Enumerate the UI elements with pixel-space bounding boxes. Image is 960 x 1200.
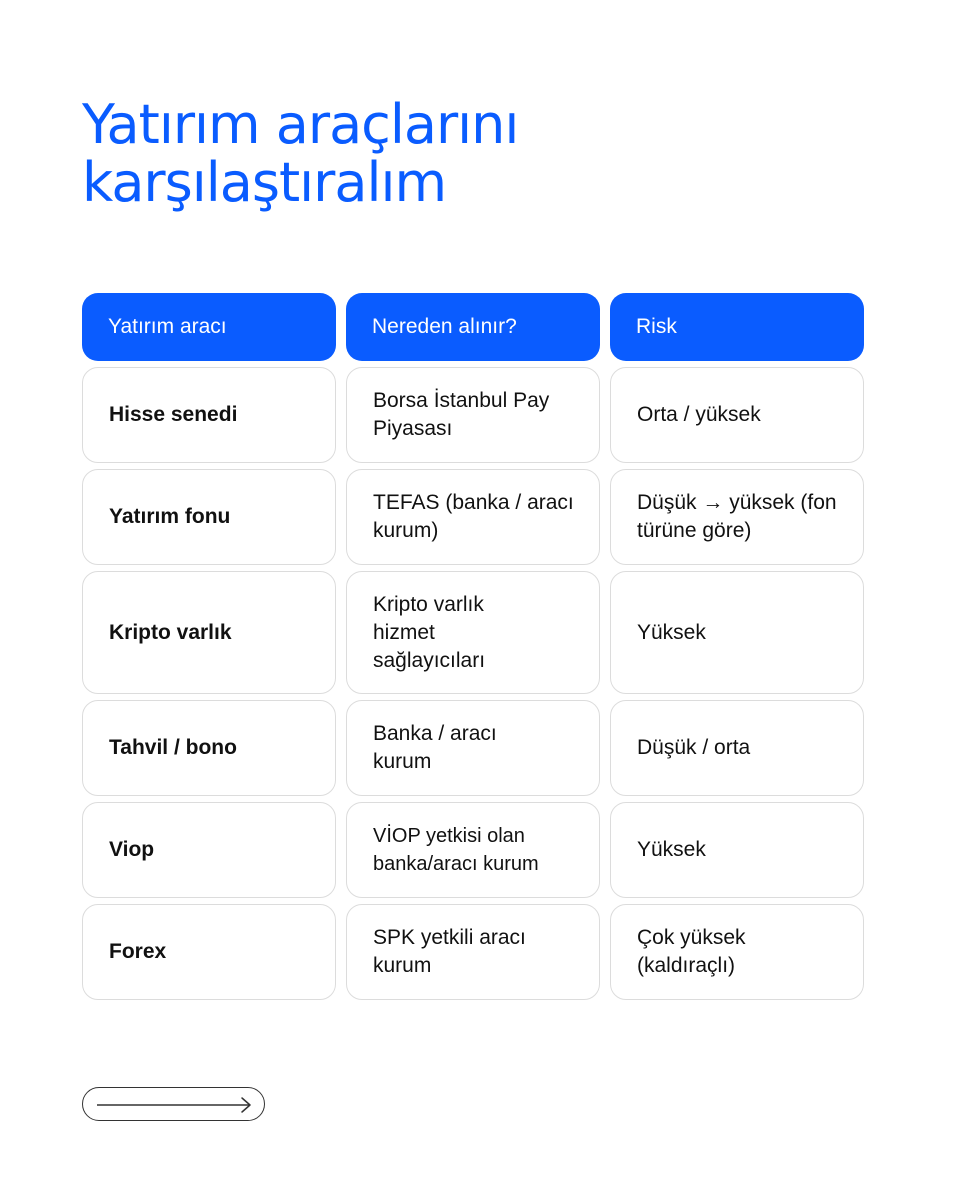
row-6-instrument: Forex xyxy=(82,904,336,1000)
row-5-instrument: Viop xyxy=(82,802,336,898)
row-2-risk: Düşük → yüksek (fon türüne göre) xyxy=(610,469,864,565)
header-risk: Risk xyxy=(610,293,864,361)
row-3-risk: Yüksek xyxy=(610,571,864,694)
row-5-risk: Yüksek xyxy=(610,802,864,898)
row-1-risk: Orta / yüksek xyxy=(610,367,864,463)
row-3-where: Kripto varlık hizmet sağlayıcıları xyxy=(346,571,600,694)
row-4-risk: Düşük / orta xyxy=(610,700,864,796)
row-5-where: VİOP yetkisi olan banka/aracı kurum xyxy=(346,802,600,898)
next-button[interactable] xyxy=(82,1087,265,1121)
title-line-2: karşılaştıralım xyxy=(82,151,447,214)
comparison-table xyxy=(82,293,864,1006)
row-1-instrument: Hisse senedi xyxy=(82,367,336,463)
header-instrument: Yatırım aracı xyxy=(82,293,336,361)
row-6-risk: Çok yüksek (kaldıraçlı) xyxy=(610,904,864,1000)
title-line-1: Yatırım araçlarını xyxy=(82,93,519,156)
row-2-instrument: Yatırım fonu xyxy=(82,469,336,565)
row-6-where: SPK yetkili aracı kurum xyxy=(346,904,600,1000)
row-3-instrument: Kripto varlık xyxy=(82,571,336,694)
row-4-instrument: Tahvil / bono xyxy=(82,700,336,796)
page-title xyxy=(82,93,782,214)
long-arrow-right-icon xyxy=(97,1096,253,1114)
row-4-where: Banka / aracı kurum xyxy=(346,700,600,796)
row-2-where: TEFAS (banka / aracı kurum) xyxy=(346,469,600,565)
header-where: Nereden alınır? xyxy=(346,293,600,361)
row-1-where: Borsa İstanbul Pay Piyasası xyxy=(346,367,600,463)
